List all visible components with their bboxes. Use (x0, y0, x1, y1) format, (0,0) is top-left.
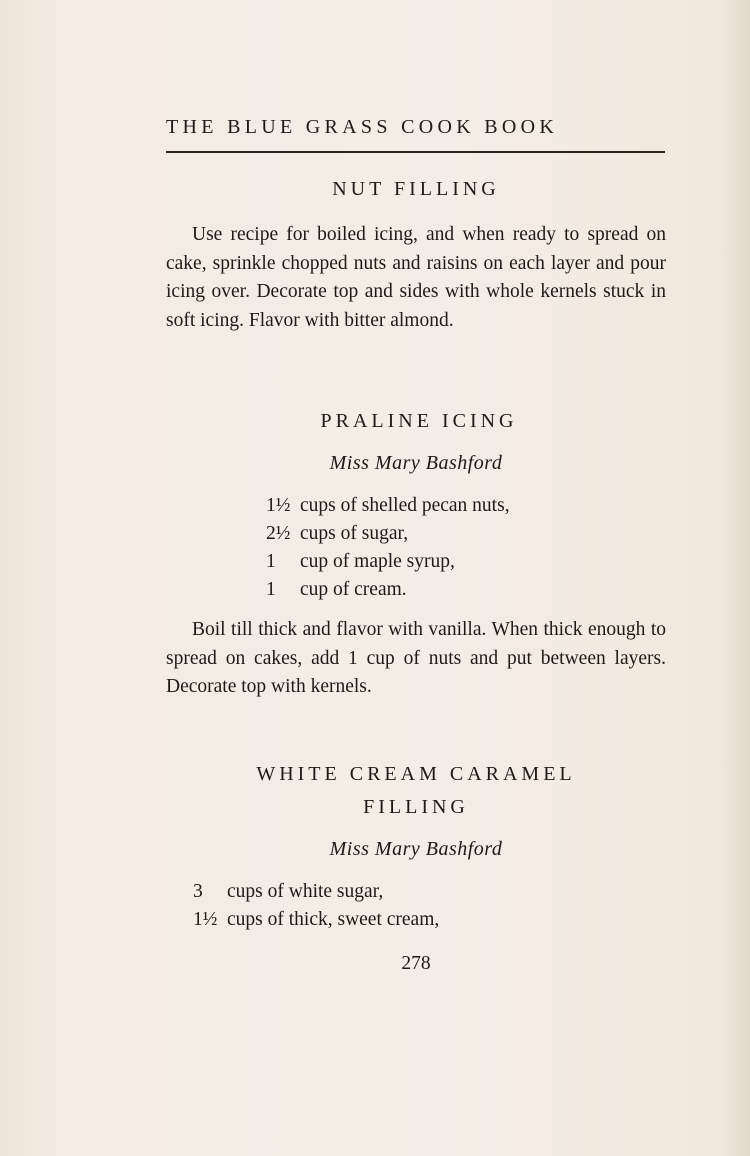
praline-icing-title: PRALINE ICING (320, 410, 518, 432)
nut-filling-title: NUT FILLING (332, 178, 500, 200)
header-rule (166, 151, 665, 153)
caramel-filling-author: Miss Mary Bashford (329, 838, 503, 860)
praline-ingredient-list (266, 492, 510, 604)
ingredient-item (266, 576, 510, 604)
ingredient-item (266, 548, 510, 576)
ingredient-quantity: 2½ (266, 523, 291, 544)
caramel-ingredient-list (193, 878, 439, 934)
ingredient-quantity: 1½ (266, 495, 291, 516)
ingredient-text: cup of cream. (300, 579, 407, 600)
page-number: 278 (401, 953, 431, 974)
ingredient-text: cups of white sugar, (227, 881, 384, 902)
ingredient-quantity: 1½ (193, 909, 218, 930)
ingredient-item (193, 878, 439, 906)
running-head: THE BLUE GRASS COOK BOOK (166, 116, 559, 138)
ingredient-item (266, 520, 510, 548)
ingredient-quantity: 1 (266, 579, 276, 600)
ingredient-quantity: 3 (193, 881, 203, 902)
ingredient-text: cups of sugar, (300, 523, 409, 544)
praline-icing-author: Miss Mary Bashford (329, 452, 503, 474)
praline-icing-body: Boil till thick and flavor with vanilla. When thick enough to spread on cakes, add 1 cup of nuts and put between layers. Decorate top with kernels. (166, 619, 666, 697)
ingredient-text: cup of maple syrup, (300, 551, 455, 572)
ingredient-quantity: 1 (266, 551, 276, 572)
ingredient-item (266, 492, 510, 520)
caramel-filling-title-line1: WHITE CREAM CARAMEL (256, 763, 576, 785)
nut-filling-body: Use recipe for boiled icing, and when ready to spread on cake, sprinkle chopped nuts and raisins on each layer and pour icing over. Decorate top and sides with whole kernels stuck in soft icing. Flavor with bitter almond. (166, 224, 666, 331)
ingredient-text: cups of thick, sweet cream, (227, 909, 440, 930)
ingredient-item (193, 906, 439, 934)
ingredient-text: cups of shelled pecan nuts, (300, 495, 510, 516)
caramel-filling-title-line2: FILLING (363, 796, 469, 818)
